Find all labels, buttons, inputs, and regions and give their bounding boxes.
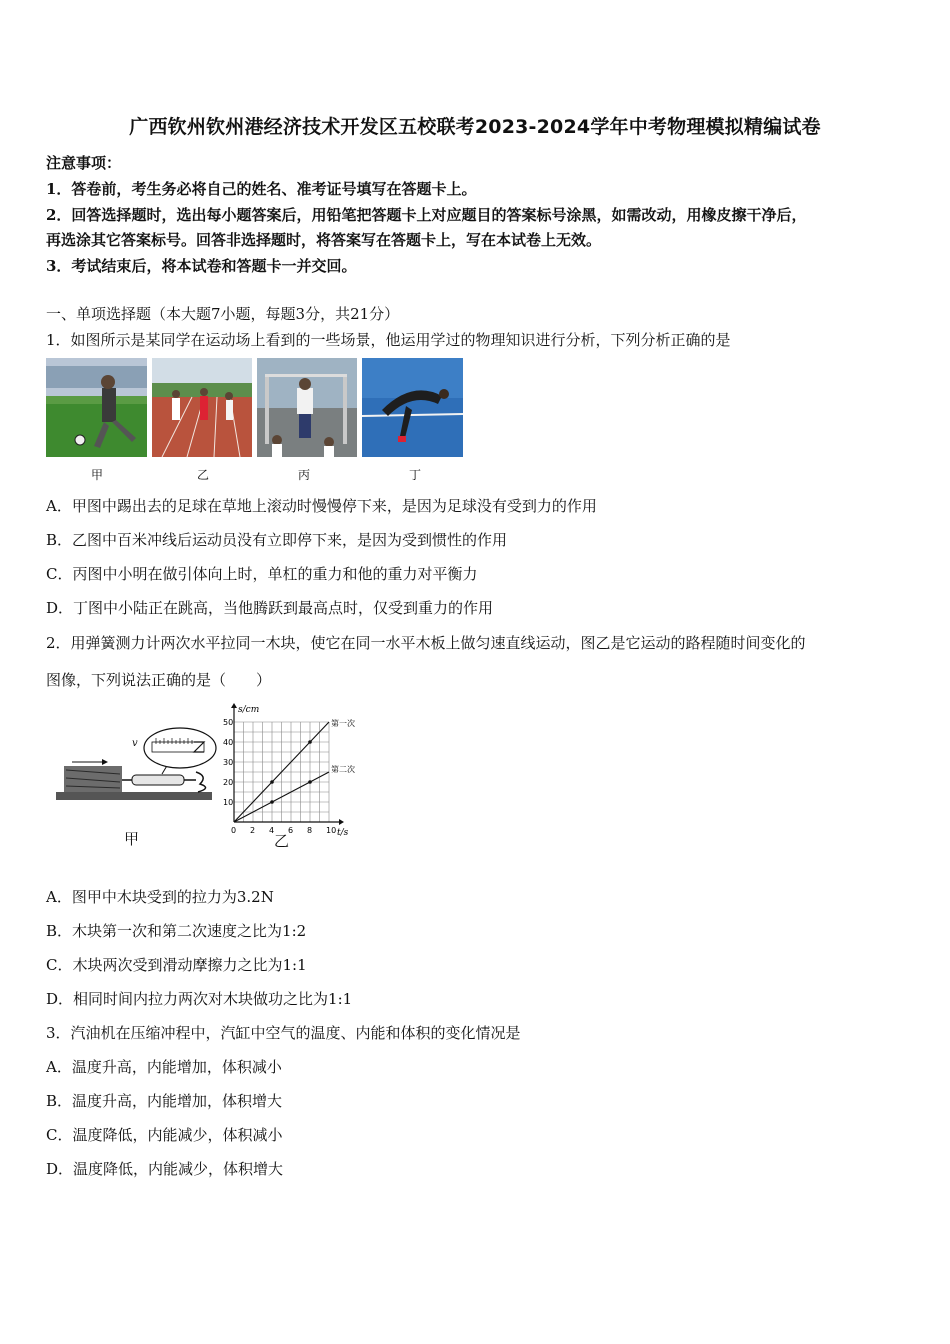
question-3-stem: 3．汽油机在压缩冲程中，汽缸中空气的温度、内能和体积的变化情况是 [46,1024,521,1042]
notice-item: 1．答卷前，考生务必将自己的姓名、准考证号填写在答题卡上。 [46,180,477,198]
figure-label-yi: 乙 [274,832,290,850]
photo-label-bing: 丙 [297,468,310,482]
photo-yi-sprint [152,358,252,457]
photo-label-yi: 乙 [196,468,209,482]
photo-label-ding: 丁 [408,468,421,482]
q1-option-c: C．丙图中小明在做引体向上时，单杠的重力和他的重力对平衡力 [46,565,478,583]
figure-yi-st-graph [222,700,372,850]
photo-bing-pullup [257,358,357,457]
y-tick-label: 30 [223,758,234,767]
y-axis-arrow [231,703,237,708]
q1-option-a: A．甲图中踢出去的足球在草地上滚动时慢慢停下来，是因为足球没有受到力的作用 [46,497,597,515]
series-label: 第一次 [331,719,355,728]
question-2-stem: 2．用弹簧测力计两次水平拉同一木块，使它在同一水平木板上做匀速直线运动，图乙是它运动的路程随时间变化的 [46,634,806,652]
q3-option-a: A．温度升高，内能增加，体积减小 [46,1058,282,1076]
series-point [308,780,312,784]
y-tick-label: 20 [223,778,234,787]
notice-item: 3．考试结束后，将本试卷和答题卡一并交回。 [46,257,357,275]
q3-option-d: D．温度降低，内能减少，体积增大 [46,1160,284,1178]
x-tick-label: 4 [269,826,275,835]
y-tick-label: 50 [223,718,234,727]
q3-option-b: B．温度升高，内能增加，体积增大 [46,1092,283,1110]
q2-option-b: B．木块第一次和第二次速度之比为1:2 [46,922,307,940]
velocity-label: v [132,738,138,749]
figure-label-jia: 甲 [124,830,140,848]
x-tick-label: 10 [326,826,337,835]
notice-item: 再选涂其它答案标号。回答非选择题时，将答案写在答题卡上，写在本试卷上无效。 [46,231,602,249]
q1-option-b: B．乙图中百米冲线后运动员没有立即停下来，是因为受到惯性的作用 [46,531,508,549]
series-point [308,740,312,744]
x-axis-label: t/s [337,828,349,838]
q2-option-a: A．图甲中木块受到的拉力为3.2N [46,888,274,906]
series-point [270,780,274,784]
y-axis-label: s/cm [238,705,260,715]
photo-label-jia: 甲 [90,468,103,482]
question-1-stem: 1．如图所示是某同学在运动场上看到的一些场景，他运用学过的物理知识进行分析，下列分析正确的是 [46,331,731,349]
x-tick-label: 6 [288,826,294,835]
photo-jia-soccer [46,358,147,457]
y-tick-label: 40 [223,738,234,747]
section-heading: 一、单项选择题（本大题7小题，每题3分，共21分） [46,305,400,323]
x-axis-arrow [339,819,344,825]
photo-ding-highjump [362,358,463,457]
q2-option-d: D．相同时间内拉力两次对木块做功之比为1:1 [46,990,353,1008]
x-tick-label: 8 [307,826,313,835]
series-label: 第二次 [331,765,355,774]
series-point [270,800,274,804]
q3-option-c: C．温度降低，内能减少，体积减小 [46,1126,283,1144]
y-tick-label: 10 [223,798,234,807]
x-tick-label: 0 [231,826,237,835]
notice-heading: 注意事项： [46,154,122,172]
q2-option-c: C．木块两次受到滑动摩擦力之比为1:1 [46,956,307,974]
x-tick-label: 2 [250,826,256,835]
question-2-stem-cont: 图像，下列说法正确的是（ ） [46,671,272,689]
q1-option-d: D．丁图中小陆正在跳高，当他腾跃到最高点时，仅受到重力的作用 [46,599,494,617]
notice-item: 2．回答选择题时，选出每小题答案后，用铅笔把答题卡上对应题目的答案标号涂黑，如需改动，用橡皮擦干净后， [46,206,807,224]
exam-title: 广西钦州钦州港经济技术开发区五校联考2023-2024学年中考物理模拟精编试卷 [129,116,821,138]
